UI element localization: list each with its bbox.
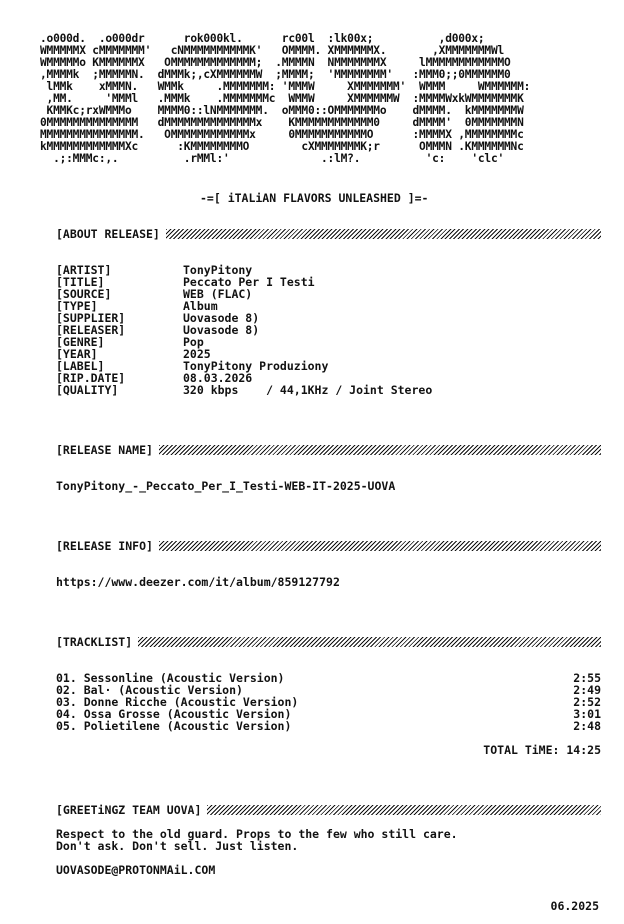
track-title: 05. Polietilene (Acoustic Version) — [56, 719, 292, 733]
section-divider — [166, 229, 601, 239]
ascii-art-line: MMMMMMMMMMMMMMM. OMMMMMMMMMMMMx 0MMMMMMMMMMMO :MMMMX ,MMMMMMMMc — [40, 128, 524, 141]
ascii-art-line: 0MMMMMMMMMMMMMM dMMMMMMMMMMMMMMx KMMMMMMMMMMMM0 dMMMM' 0MMMMMMMN — [40, 116, 524, 129]
about-value: 08.03.2026 — [183, 371, 253, 385]
section-header-tracklist — [56, 636, 601, 648]
ascii-art-line: ,MMMMk ;MMMMMN. dMMMk;,cXMMMMMMW ;MMMM; 'MMMMMMMM' :MMM0;;0MMMMMM0 — [40, 68, 511, 81]
section-label: [RELEASE INFO] — [56, 539, 153, 553]
about-value: Pop — [183, 335, 204, 349]
greetings-line: Don't ask. Don't sell. Just listen. — [56, 839, 299, 853]
greetings-line: Respect to the old guard. Props to the few who still care. — [56, 827, 458, 841]
about-key: [ARTIST] — [56, 263, 112, 277]
tagline: -=[ iTALiAN FLAVORS UNLEASHED ]=- — [200, 191, 429, 205]
section-divider — [207, 805, 601, 815]
about-key: [QUALITY] — [56, 383, 119, 397]
section-divider — [138, 637, 601, 647]
section-divider — [159, 445, 601, 455]
ascii-art-logo — [40, 33, 530, 165]
track-time: 2:55 — [573, 671, 601, 685]
about-value: TonyPitony — [183, 263, 253, 277]
section-header-release-name — [56, 444, 601, 456]
track-title: 04. Ossa Grosse (Acoustic Version) — [56, 707, 292, 721]
section-label: [ABOUT RELEASE] — [56, 227, 160, 241]
section-header-release-info — [56, 540, 601, 552]
about-key: [GENRE] — [56, 335, 105, 349]
section-label: [TRACKLIST] — [56, 635, 133, 649]
about-key: [YEAR] — [56, 347, 98, 361]
release-name-text: TonyPitony_-_Peccato_Per_I_Testi-WEB-IT-2025-UOVA — [56, 479, 396, 493]
section-divider — [159, 541, 601, 551]
track-title: 02. Bal· (Acoustic Version) — [56, 683, 243, 697]
about-release-list — [56, 264, 432, 396]
section-header-greetings — [56, 804, 601, 816]
about-value: Peccato Per I Testi — [183, 275, 315, 289]
about-row-genre — [56, 336, 432, 348]
about-key: [TYPE] — [56, 299, 98, 313]
about-value: 320 kbps / 44,1KHz / Joint Stereo — [183, 383, 433, 397]
track-time: 3:01 — [573, 707, 601, 721]
about-key: [SUPPLIER] — [56, 311, 126, 325]
track-time: 2:49 — [573, 683, 601, 697]
track-time: 2:48 — [573, 719, 601, 733]
section-header-about — [56, 228, 601, 240]
tracklist — [56, 672, 601, 732]
footer-date: 06.2025 — [550, 899, 599, 913]
ascii-art-line: WMMMMMo KMMMMMMX OMMMMMMMMMMMMM; .MMMMN NMMMMMMMX lMMMMMMMMMMMMO — [40, 56, 511, 69]
section-label: [RELEASE NAME] — [56, 443, 153, 457]
track-time: 2:52 — [573, 695, 601, 709]
ascii-art-line: ,MM. 'MMMl .MMMk .MMMMMMMc WMMW XMMMMMMW :MMMMWxkWMMMMMMMK — [40, 92, 524, 105]
total-time: TOTAL TiME: 14:25 — [483, 743, 601, 757]
contact-email[interactable]: UOVASODE@PROTONMAiL.COM — [56, 863, 216, 877]
about-value: 2025 — [183, 347, 211, 361]
about-key: [RIP.DATE] — [56, 371, 126, 385]
about-value: WEB (FLAC) — [183, 287, 253, 301]
ascii-art-line: .;:MMMc:,. .rMMl:' .:lM?. 'c: 'clc' — [40, 152, 505, 165]
about-row-source — [56, 288, 432, 300]
about-row-quality — [56, 384, 432, 396]
ascii-art-line: KMMKc;rxWMMMo MMMM0::lNMMMMMMM. oMMM0::OMMMMMMMo dMMMM. kMMMMMMMW — [40, 104, 524, 117]
section-label: [GREETiNGZ TEAM UOVA] — [56, 803, 202, 817]
about-row-releaser — [56, 324, 432, 336]
release-info-link[interactable]: https://www.deezer.com/it/album/859127792 — [56, 575, 340, 589]
about-key: [RELEASER] — [56, 323, 126, 337]
about-value: Album — [183, 299, 218, 313]
about-key: [SOURCE] — [56, 287, 112, 301]
track-title: 03. Donne Ricche (Acoustic Version) — [56, 695, 299, 709]
ascii-art-line: lMMk xMMMN. WMMk .MMMMMMM: 'MMMW XMMMMMMM' WMMM WMMMMMM: — [40, 80, 531, 93]
track-title: 01. Sessonline (Acoustic Version) — [56, 671, 285, 685]
about-value: Uovasode 8) — [183, 311, 260, 325]
about-value: Uovasode 8) — [183, 323, 260, 337]
about-value: TonyPitony Produziony — [183, 359, 329, 373]
track-row — [56, 720, 601, 732]
ascii-art-line: WMMMMMX cMMMMMMM' cNMMMMMMMMMMK' OMMMM. XMMMMMMX. ,XMMMMMMMWl — [40, 44, 505, 57]
about-key: [TITLE] — [56, 275, 105, 289]
about-key: [LABEL] — [56, 359, 105, 373]
ascii-art-line: kMMMMMMMMMMMMXc :KMMMMMMMMO cXMMMMMMMK;r OMMMN .KMMMMMMNc — [40, 140, 524, 153]
ascii-art-line: .o000d. .o000dr rok000kl. rc00l :lk00x; ,d000x; — [40, 32, 485, 45]
